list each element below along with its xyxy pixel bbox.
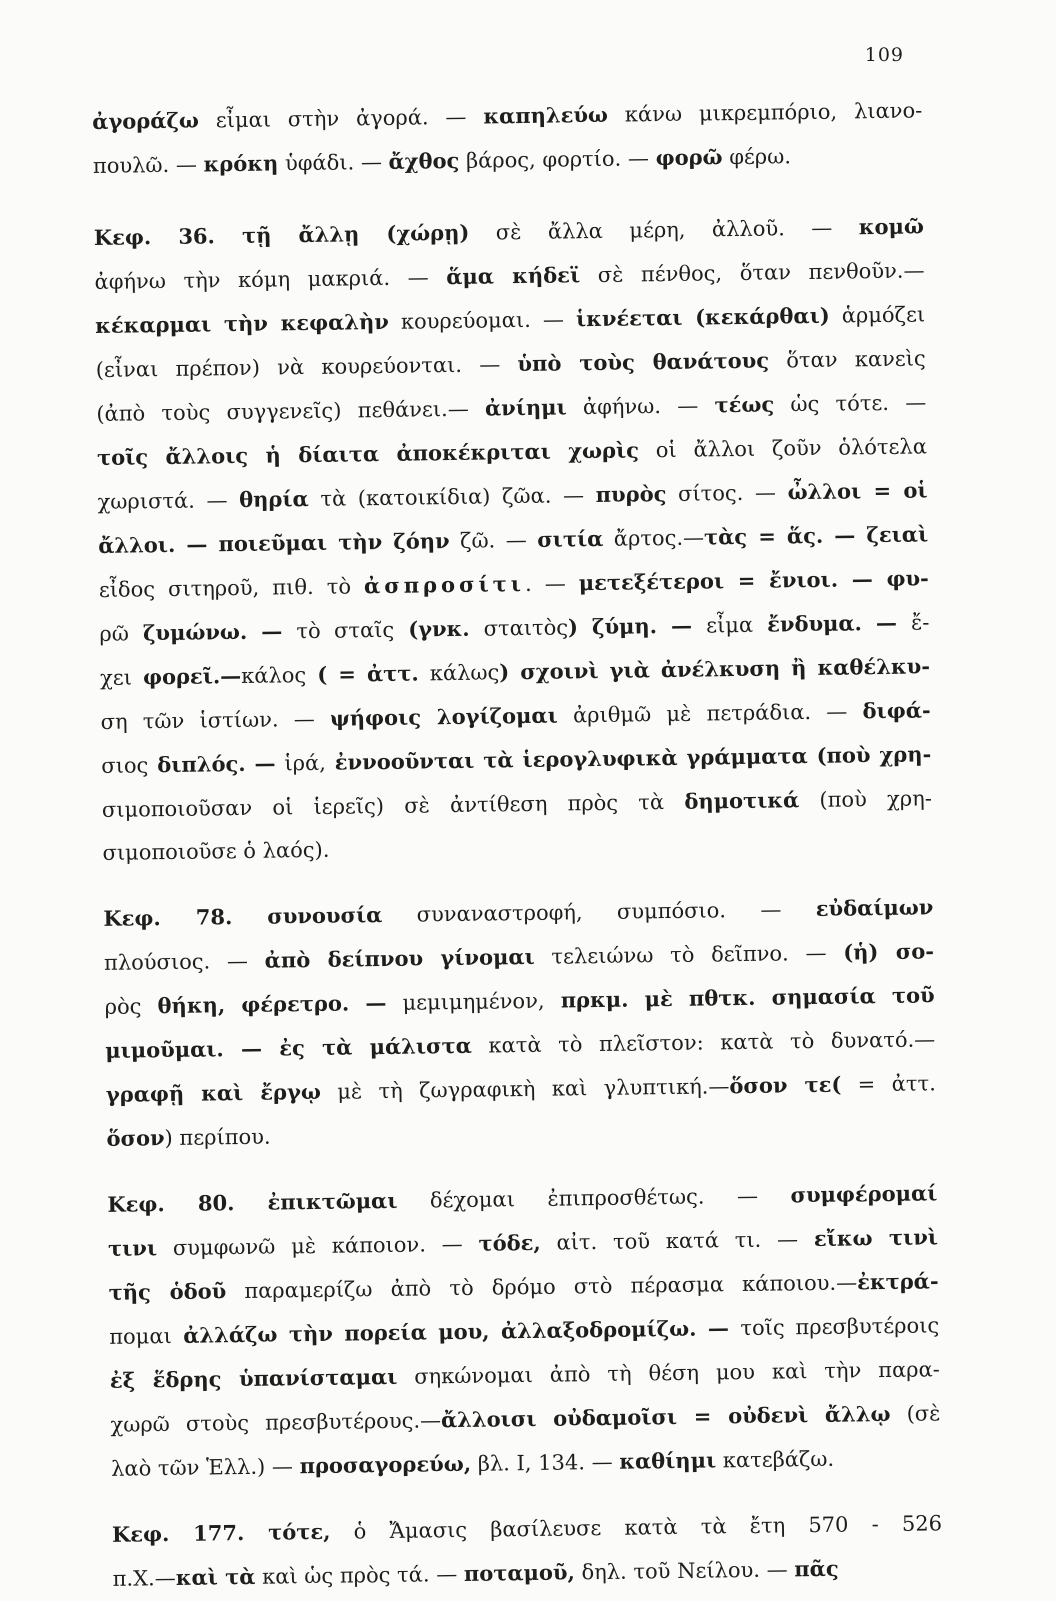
lemma: ἔνδυμα. — bbox=[752, 609, 912, 637]
gloss: σὲ πένθος, ὅταν πενθοῦν.— bbox=[579, 258, 925, 288]
lemma: τέως bbox=[714, 391, 775, 418]
gloss: ἀφήνω. — bbox=[566, 393, 715, 420]
lemma: ἀνίημι bbox=[484, 394, 567, 421]
lemma: θήκη, φέρετρο. — bbox=[141, 989, 403, 1019]
gloss: ὁ Ἄμασις βασίλευσε κατὰ τὰ ἔτη 570 - 526 bbox=[330, 1511, 943, 1544]
gloss: κατὰ τὸ πλεῖστον: κατὰ τὸ δυνατό.— bbox=[471, 1027, 936, 1058]
lemma: καπηλεύω bbox=[483, 101, 609, 129]
lemma: ) σχοινὶ γιὰ ἀνέλκυση ἢ καθέλκυ- bbox=[499, 653, 931, 685]
lemma: Κεφ. 80. ἐπικτῶμαι bbox=[107, 1187, 398, 1217]
paragraph-chapter-80 bbox=[107, 1171, 941, 1491]
lemma: τινι bbox=[107, 1235, 158, 1261]
lemma: εἴκω τινὶ bbox=[813, 1224, 939, 1252]
lemma: ποταμοῦ, bbox=[463, 1559, 576, 1586]
lemma: καθίημι bbox=[619, 1447, 717, 1474]
gloss: τοῖς πρεσβυτέροις bbox=[740, 1313, 940, 1341]
lemma: κέκαρμαι τὴν κεφαλὴν bbox=[94, 308, 389, 338]
gloss: τελειώνω τὸ δεῖπνο. — bbox=[534, 940, 844, 969]
gloss: ὡς τότε. — bbox=[774, 390, 927, 417]
gloss: δηλ. τοῦ Νείλου. — bbox=[574, 1557, 795, 1585]
gloss: τὸ σταῖς bbox=[296, 617, 395, 644]
lemma: ὅσον τε( bbox=[729, 1071, 842, 1099]
gloss: π.Χ.— bbox=[112, 1565, 176, 1591]
lemma: καὶ τὰ bbox=[175, 1563, 256, 1590]
lemma: ἄλλοισι οὐδαμοῖσι = οὐδενὶ ἄλλῳ bbox=[440, 1400, 891, 1433]
gloss: ζῶ. — bbox=[449, 527, 538, 554]
lemma: προσαγορεύω, bbox=[299, 1450, 472, 1479]
gloss: πουλῶ. — bbox=[92, 152, 204, 178]
paragraph-chapter-177 bbox=[112, 1501, 943, 1601]
lemma: ἀγοράζω bbox=[92, 107, 200, 134]
gloss: . — bbox=[524, 571, 579, 597]
gloss: κουρεύομαι. — bbox=[388, 307, 577, 334]
gloss: συμφωνῶ μὲ κάποιον. — bbox=[156, 1231, 479, 1261]
gloss: μεμιμημένον, bbox=[402, 988, 545, 1015]
gloss: ἔ- bbox=[910, 610, 930, 635]
lemma: πυρὸς bbox=[595, 481, 667, 508]
lemma: ἐκτρά- bbox=[856, 1268, 939, 1295]
gloss: ρὸς bbox=[104, 994, 142, 1019]
lemma: ( = ἀττ. bbox=[306, 660, 430, 688]
lemma: μιμοῦμαι. — ἐς τὰ μάλιστα bbox=[105, 1032, 472, 1063]
lemma: τῆς ὁδοῦ bbox=[108, 1278, 227, 1305]
gloss: εἶμαι στὴν ἀγορά. — bbox=[198, 104, 484, 133]
lemma: γραφῇ καὶ ἔργῳ bbox=[105, 1078, 322, 1107]
gloss: εἶδος σιτηροῦ, πιθ. τὸ bbox=[98, 574, 365, 602]
lemma: πᾶς bbox=[794, 1555, 839, 1582]
gloss: (σὲ bbox=[890, 1401, 941, 1426]
lemma: ψήφοις λογίζομαι bbox=[329, 702, 558, 731]
gloss: ἁρμόζει bbox=[829, 302, 926, 328]
gloss: ) περίπου. bbox=[164, 1124, 271, 1151]
gloss: χωρῶ στοὺς πρεσβυτέρους.— bbox=[110, 1408, 442, 1437]
lemma: ὑπὸ τοὺς θανάτους bbox=[517, 347, 770, 377]
lemma: ἅμα κήδεϊ bbox=[446, 262, 581, 290]
gloss: (εἶναι πρέπον) νὰ κουρεύονται. — bbox=[95, 352, 518, 382]
lemma: κρόκη bbox=[203, 150, 279, 177]
gloss: σταιτὸς bbox=[483, 615, 569, 641]
lemma: τὰς = ἅς. — ζειαὶ bbox=[703, 521, 929, 550]
lemma: ἀπὸ δείπνου γίνομαι bbox=[264, 943, 535, 973]
lemma: θηρία bbox=[238, 486, 309, 512]
lemma: Κεφ. 78. συνουσία bbox=[103, 902, 383, 931]
gloss: (ἀπὸ τοὺς συγγενεῖς) πεθάνει.— bbox=[96, 396, 486, 426]
paragraph-chapter-36 bbox=[94, 204, 933, 875]
gloss: σιος bbox=[101, 753, 149, 778]
lemma: ἀλλάζω τὴν πορεία μου, ἀλλαξοδρομίζω. — bbox=[171, 1315, 741, 1349]
lemma: διπλός. — bbox=[148, 750, 285, 778]
lemma: κομῶ bbox=[858, 213, 925, 240]
gloss: ἀριθμῶ μὲ πετράδια. — bbox=[557, 699, 863, 728]
lemma: ὦλλοι = οἱ bbox=[787, 477, 928, 505]
lemma: συμφέρομαί bbox=[790, 1180, 938, 1208]
gloss: κάλος bbox=[241, 663, 307, 688]
gloss: οἱ ἄλλοι ζοῦν ὁλότελα bbox=[638, 434, 928, 463]
gloss: ση τῶν ἱστίων. — bbox=[100, 706, 331, 734]
lemma: (ἡ) σο- bbox=[843, 938, 935, 965]
lemma: τόδε, bbox=[478, 1229, 541, 1256]
gloss: σίτος. — bbox=[666, 480, 788, 507]
lemma: ἐξ ἕδρης ὑπανίσταμαι bbox=[109, 1363, 398, 1393]
lemma: ἀσπροσίτι bbox=[363, 571, 526, 599]
gloss: = ἀττ. bbox=[841, 1071, 936, 1097]
gloss: αἰτ. τοῦ κατά τι. — bbox=[540, 1227, 815, 1255]
glossary-text bbox=[92, 88, 943, 1600]
gloss: δέχομαι ἐπιπροσθέτως. — bbox=[397, 1183, 791, 1213]
lemma: ἐννοοῦνται τὰ ἱερογλυφικὰ γράμματα (ποὺ χρη- bbox=[325, 741, 932, 775]
gloss: παραμερίζω ἀπὸ τὸ δρόμο στὸ πέρασμα κάποιου.— bbox=[226, 1270, 858, 1304]
gloss: χωριστά. — bbox=[97, 487, 240, 514]
lemma: Κεφ. 36. τῇ ἄλλῃ (χώρῃ) bbox=[93, 219, 470, 250]
gloss: χει bbox=[99, 665, 133, 690]
gloss: (ποὺ χρη- bbox=[799, 786, 932, 813]
gloss: φέρω. bbox=[722, 144, 792, 170]
lemma: φορῶ bbox=[655, 144, 723, 171]
lemma: ἱκνέεται (κεκάρθαι) bbox=[575, 302, 830, 332]
lemma: ) ζύμη. — bbox=[567, 612, 707, 640]
lemma: ἄχθος bbox=[388, 147, 460, 174]
lemma: ἄλλοι. — ποιεῦμαι τὴν ζόην bbox=[98, 528, 450, 558]
lemma: δημοτικά bbox=[684, 787, 800, 814]
lemma: τοῖς ἄλλοις ἡ δίαιτα ἀποκέκριται χωρὶς bbox=[96, 437, 640, 470]
gloss: λαὸ τῶν Ἑλλ.) — bbox=[110, 1454, 300, 1481]
lemma: σιτία bbox=[537, 525, 604, 552]
gloss: σὲ ἄλλα μέρη, ἀλλοῦ. — bbox=[469, 215, 859, 245]
lemma: ὅσον bbox=[106, 1125, 165, 1151]
gloss: καὶ ὡς πρὸς τά. — bbox=[255, 1561, 465, 1589]
lemma: πρκμ. μὲ πθτκ. σημασία τοῦ bbox=[544, 982, 935, 1013]
gloss: σιμοποιοῦσαν οἱ ἱερεῖς) σὲ ἀντίθεση πρὸς τὰ bbox=[101, 789, 685, 822]
gloss: ρῶ bbox=[99, 621, 130, 646]
lemma: μετεξέτεροι = ἔνιοι. — φυ- bbox=[578, 565, 929, 596]
lemma: εὐδαίμων bbox=[815, 894, 934, 921]
gloss: ἀφήνω τὴν κόμη μακριά. — bbox=[94, 265, 447, 294]
gloss: τὰ (κατοικίδια) ζῶα. — bbox=[308, 483, 596, 512]
lemma: φορεῖ.— bbox=[131, 662, 242, 690]
gloss: πομαι bbox=[109, 1324, 172, 1349]
lemma: ζυμώνω. — bbox=[128, 618, 297, 646]
gloss: κατεβάζω. bbox=[715, 1446, 835, 1473]
gloss: εἶμα bbox=[705, 612, 754, 638]
gloss: πλούσιος. — bbox=[103, 948, 265, 975]
paragraph-intro bbox=[92, 88, 923, 188]
lemma: Κεφ. 177. τότε, bbox=[111, 1518, 331, 1547]
gloss: ὅταν κανεὶς bbox=[768, 346, 926, 373]
gloss: σηκώνομαι ἀπὸ τὴ θέση μου καὶ τὴν παρα- bbox=[397, 1357, 940, 1389]
gloss: ἱρά, bbox=[284, 750, 327, 776]
gloss: μὲ τὴ ζωγραφικὴ καὶ γλυπτική.— bbox=[320, 1074, 730, 1104]
page-number: 109 bbox=[864, 44, 904, 66]
gloss: συναναστροφή, συμπόσιο. — bbox=[382, 896, 816, 928]
lemma: διφά- bbox=[862, 697, 931, 724]
gloss: σιμοποιοῦσε ὁ λαός). bbox=[102, 837, 330, 865]
gloss: κάνω μικρεμπόριο, λιανο- bbox=[607, 98, 923, 127]
paragraph-chapter-78 bbox=[103, 885, 937, 1161]
gloss: ὑφάδι. — bbox=[278, 149, 389, 176]
gloss: βάρος, φορτίο. — bbox=[459, 146, 656, 173]
gloss: βλ. I, 134. — bbox=[470, 1449, 620, 1476]
gloss: κάλως bbox=[429, 660, 500, 686]
gloss: ἄρτος.— bbox=[603, 525, 705, 551]
lemma: (γνκ. bbox=[393, 615, 484, 642]
